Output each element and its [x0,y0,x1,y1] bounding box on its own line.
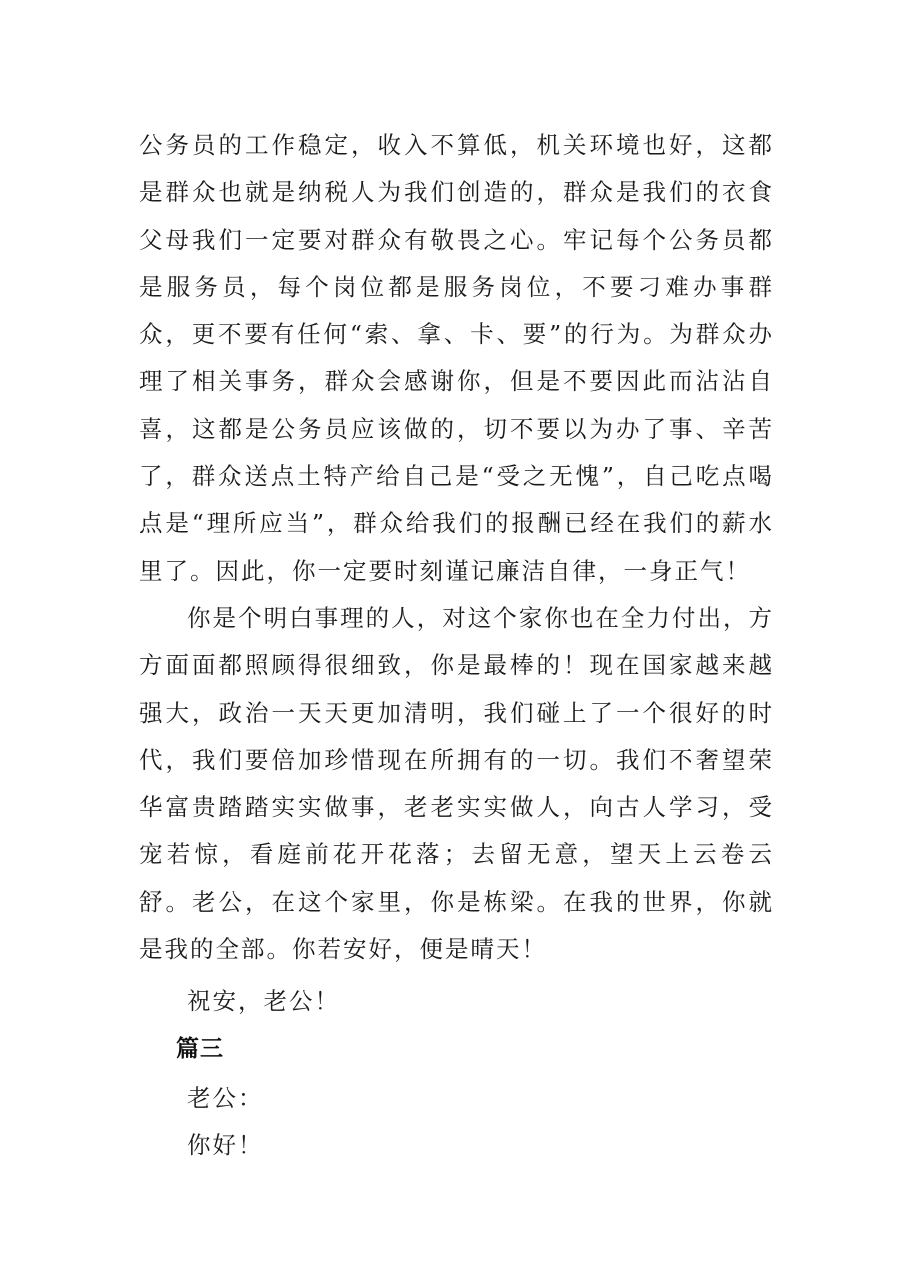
paragraph-1: 公务员的工作稳定，收入不算低，机关环境也好，这都是群众也就是纳税人为我们创造的，群众是我们的衣食父母我们一定要对群众有敬畏之心。牢记每个公务员都是服务员，每个岗位都是服务岗位，不要刁难办事群众，更不要有任何“索、拿、卡、要”的行为。为群众办理了相关事务，群众会感谢你，但是不要因此而沾沾自喜，这都是公务员应该做的，切不要以为办了事、辛苦了，群众送点土特产给自己是“受之无愧”，自己吃点喝点是“理所应当”，群众给我们的报酬已经在我们的薪水里了。因此，你一定要时刻谨记廉洁自律，一身正气！ [139,131,774,585]
paragraph-2: 你是个明白事理的人，对这个家你也在全力付出，方方面面都照顾得很细致，你是最棒的！现在国家越来越强大，政治一天天更加清明，我们碰上了一个很好的时代，我们要倍加珍惜现在所拥有的一切。我们不奢望荣华富贵踏踏实实做事，老老实实做人，向古人学习，受宠若惊，看庭前花开花落；去留无意，望天上云卷云舒。老公，在这个家里，你是栋梁。在我的世界，你就是我的全部。你若安好，便是晴天！ [139,603,774,964]
salutation-line: 老公： [187,1084,264,1112]
section-heading: 篇三 [176,1036,224,1062]
closing-line: 祝安，老公！ [187,987,340,1015]
main-text-block [139,122,774,973]
greeting-line: 你好！ [187,1131,264,1159]
